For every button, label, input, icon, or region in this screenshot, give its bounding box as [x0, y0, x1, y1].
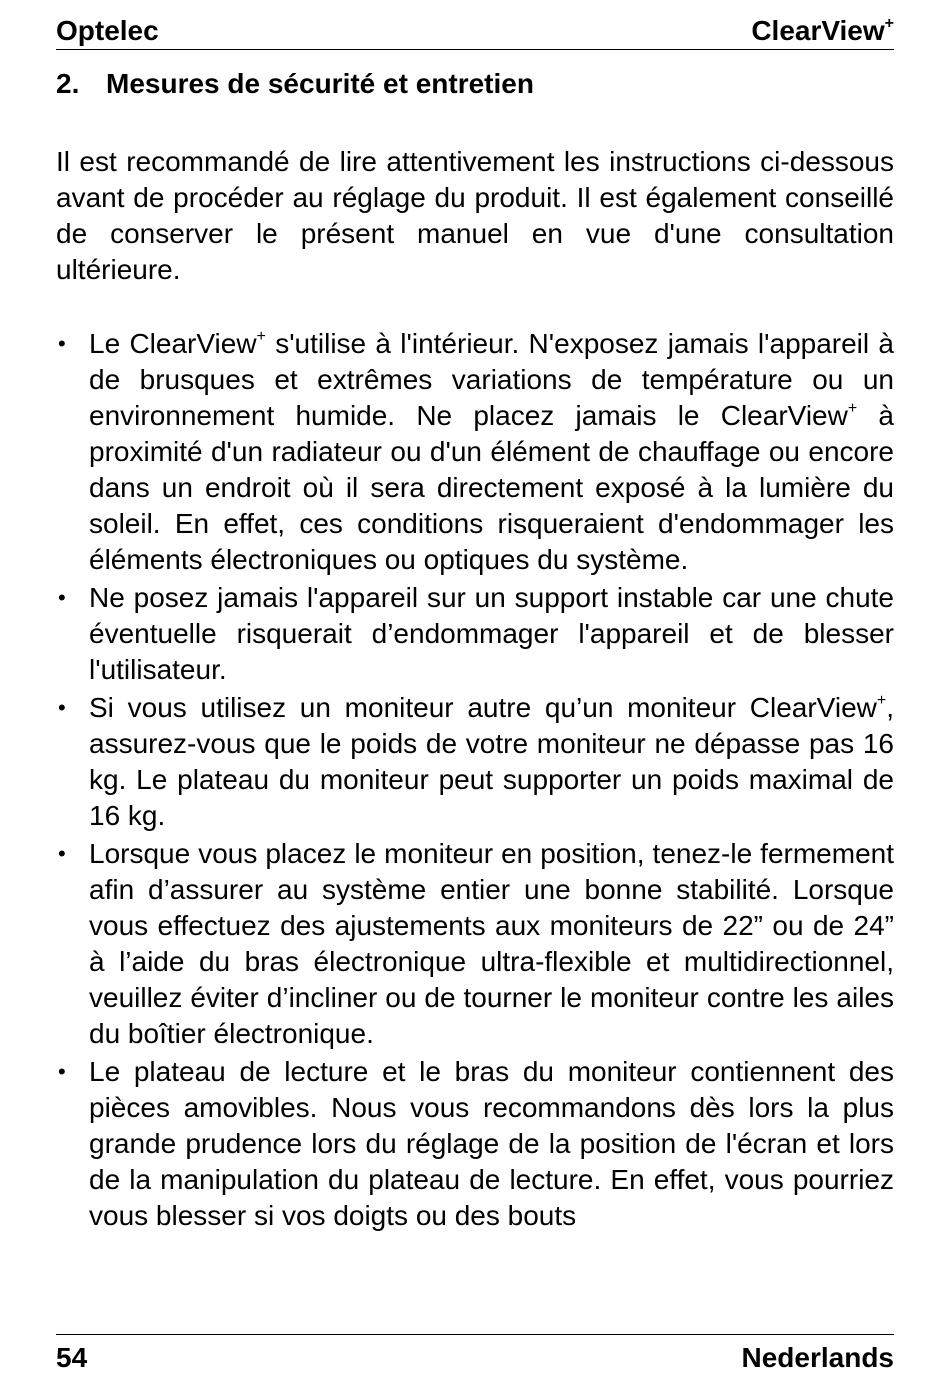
list-item-text-part: , assurez-vous que le poids de votre moniteur ne dépasse pas 16 kg. Le plateau du moniteur peut supporter un poids maximal de 16 kg. — [89, 692, 894, 831]
superscript-plus: + — [847, 400, 858, 417]
footer-language: Nederlands — [741, 1341, 894, 1373]
safety-list — [56, 326, 894, 1236]
list-item-text-part: Le ClearView — [89, 328, 257, 359]
superscript-plus: + — [876, 692, 887, 709]
list-item — [56, 836, 894, 1052]
list-item — [56, 690, 894, 834]
header-brand: Optelec — [56, 15, 159, 46]
bullet-icon: • — [58, 695, 66, 720]
header-product-sup: + — [884, 15, 894, 32]
section-heading — [56, 68, 534, 100]
list-item-text-part: Si vous utilisez un moniteur autre qu’un moniteur ClearView — [89, 692, 877, 723]
header-product-name: ClearView — [751, 15, 885, 46]
list-item-text-part: à proximité d'un radiateur ou d'un élément de chauffage ou encore dans un endroit où il sera directement exposé à la lumière du soleil. En effet, ces conditions risqueraient d'endommager les éléments électroniques ou optiques du système. — [89, 400, 895, 575]
bullet-icon: • — [58, 1059, 66, 1084]
bullet-icon: • — [58, 585, 66, 610]
list-item-text: Le plateau de lecture et le bras du moniteur contiennent des pièces amovibles. Nous vous recommandons dès lors la plus grande prudence lors du réglage de la position de l'écran et lors de la manipulation du plateau de lecture. En effet, vous pourriez vous blesser si vos doigts ou des bouts — [89, 1056, 894, 1231]
list-item — [56, 1054, 894, 1234]
page-footer — [56, 1334, 894, 1374]
list-item — [56, 326, 894, 578]
list-item-text: Lorsque vous placez le moniteur en position, tenez-le fermement afin d’assurer au système entier une bonne stabilité. Lorsque vous effectuez des ajustements aux moniteurs de 22” ou de 24” à l’aide du bras électronique ultra-flexible et multidirectionnel, veuillez éviter d’incliner ou de tourner le moniteur contre les ailes du boîtier électronique. — [89, 838, 894, 1049]
page-number: 54 — [56, 1341, 88, 1373]
list-item-text: Ne posez jamais l'appareil sur un support instable car une chute éventuelle risquerait d’endommager l'appareil et de blesser l'utilisateur. — [89, 582, 894, 685]
header-product — [751, 15, 894, 47]
superscript-plus: + — [256, 328, 266, 345]
page-header — [56, 10, 894, 50]
section-number: 2. — [56, 68, 80, 99]
bullet-icon: • — [58, 841, 66, 866]
section-title: Mesures de sécurité et entretien — [106, 68, 534, 99]
list-item-text-part: s'utilise à l'intérieur. N'exposez jamais l'appareil à de brusques et extrêmes variations de température ou un environnement humide. Ne placez jamais le ClearView — [89, 328, 894, 431]
intro-paragraph: Il est recommandé de lire attentivement les instructions ci-dessous avant de procéder au réglage du produit. Il est également conseillé de conserver le présent manuel en vue d'une consultation ultérieure. — [56, 146, 894, 285]
list-item — [56, 580, 894, 688]
bullet-icon: • — [58, 331, 66, 356]
